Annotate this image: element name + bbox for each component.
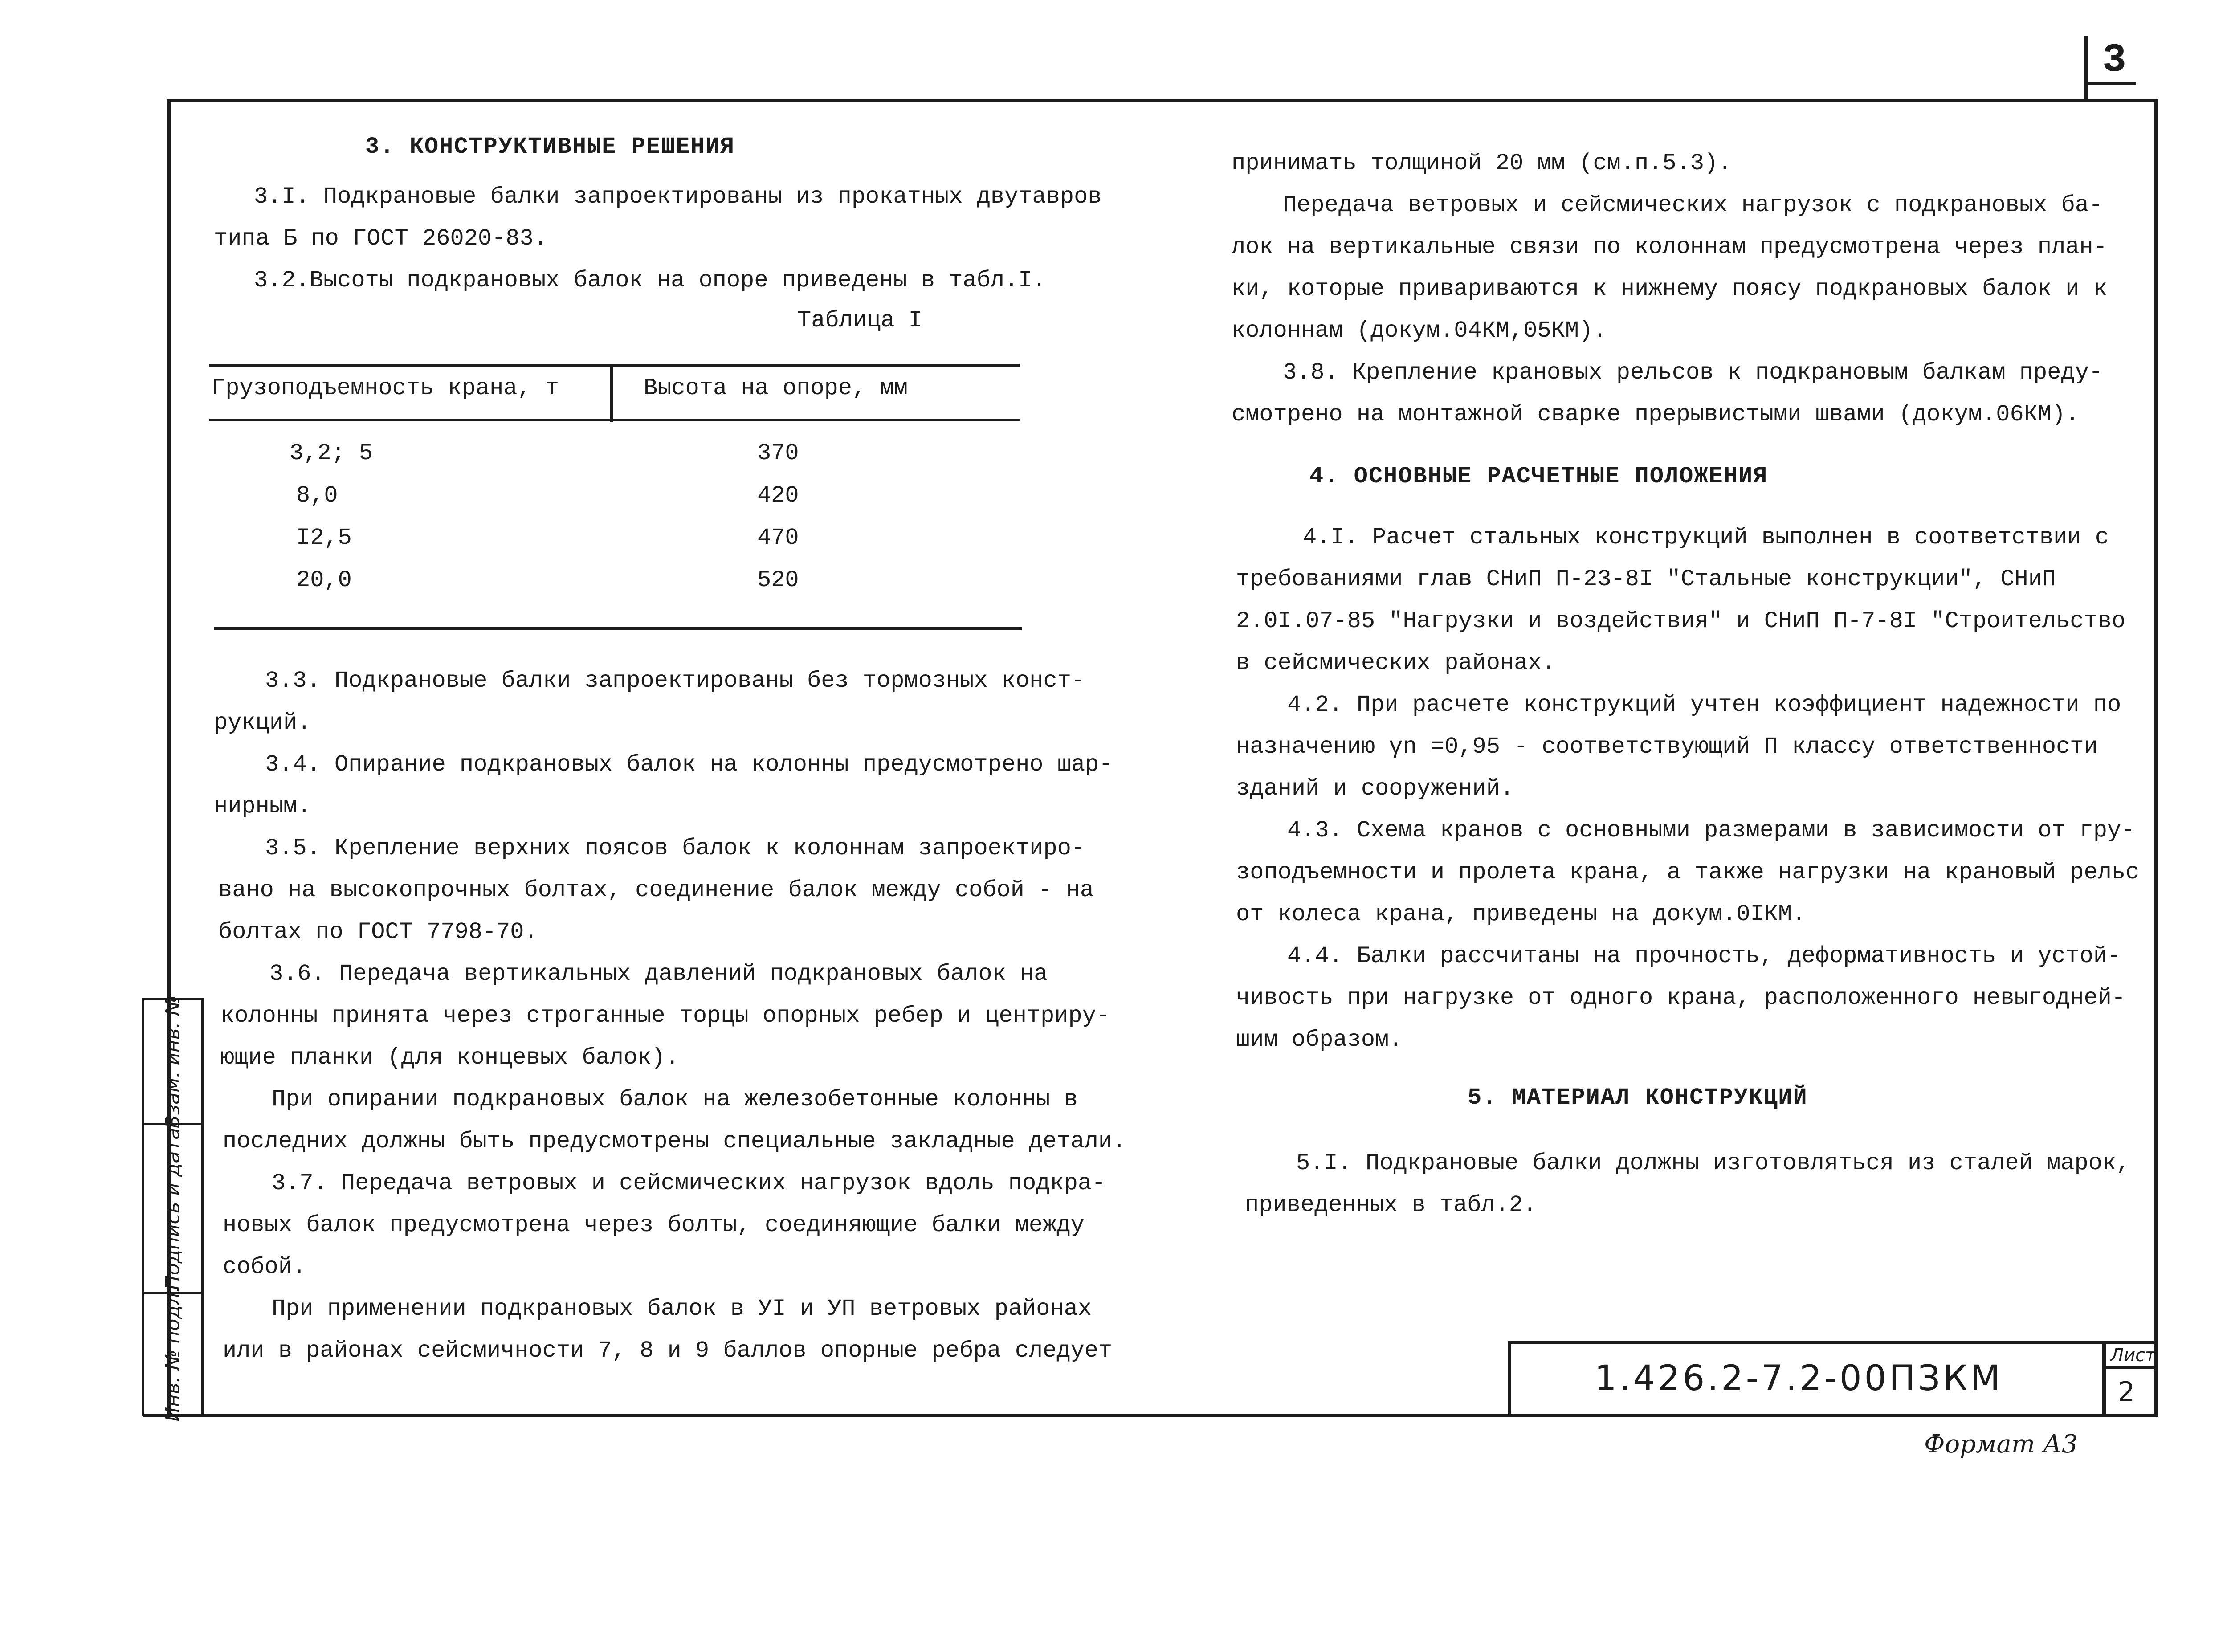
text-line: типа Б по ГОСТ 26020-83. bbox=[214, 225, 547, 252]
text-line: собой. bbox=[223, 1254, 306, 1280]
text-line: в сейсмических районах. bbox=[1236, 650, 1556, 676]
table-cell-height: 470 bbox=[757, 525, 799, 551]
table-row bbox=[290, 474, 869, 517]
text-line: приведенных в табл.2. bbox=[1245, 1192, 1537, 1218]
table-bottom-rule bbox=[214, 627, 1022, 630]
table-row bbox=[290, 559, 869, 601]
section-3-title: 3. КОНСТРУКТИВНЫЕ РЕШЕНИЯ bbox=[365, 134, 735, 160]
text-line: 3.4. Опирание подкрановых балок на колонны предусмотрено шар- bbox=[265, 751, 1113, 778]
table-cell-height: 420 bbox=[757, 482, 799, 509]
table-cell-height: 520 bbox=[757, 567, 799, 593]
text-line: последних должны быть предусмотрены специальные закладные детали. bbox=[223, 1128, 1126, 1154]
side-stamp-cell-replace bbox=[144, 995, 201, 1128]
text-line: зданий и сооружений. bbox=[1236, 775, 1514, 802]
text-line: 3.7. Передача ветровых и сейсмических нагрузок вдоль подкра- bbox=[272, 1170, 1106, 1196]
right-continued-text bbox=[1232, 143, 2107, 436]
text-line: рукций. bbox=[214, 710, 311, 736]
table-cell-capacity: 8,0 bbox=[296, 482, 338, 509]
table-row bbox=[290, 517, 869, 559]
text-line: При применении подкрановых балок в УI и УП ветровых районах bbox=[272, 1296, 1092, 1322]
text-line: 4.3. Схема кранов с основными размерами в зависимости от гру- bbox=[1287, 817, 2135, 844]
text-line: лок на вертикальные связи по колоннам предусмотрена через план- bbox=[1232, 234, 2107, 260]
table-header-height: Высота на опоре, мм bbox=[644, 375, 908, 401]
left-body-text bbox=[214, 660, 1126, 1372]
text-line: 3.6. Передача вертикальных давлений подкрановых балок на bbox=[269, 961, 1048, 987]
text-line: вано на высокопрочных болтах, соединение балок между собой - на bbox=[218, 877, 1094, 903]
table-body bbox=[290, 432, 869, 601]
frame-border-right bbox=[2154, 99, 2158, 1417]
table-top-rule bbox=[209, 364, 1020, 367]
section-4-text bbox=[1236, 517, 2139, 1061]
table-cell-capacity: I2,5 bbox=[296, 525, 352, 551]
text-line: 3.I. Подкрановые балки запроектированы из прокатных двутавров bbox=[254, 184, 1102, 210]
left-intro-text bbox=[214, 176, 1102, 302]
section-4-title: 4. ОСНОВНЫЕ РАСЧЕТНЫЕ ПОЛОЖЕНИЯ bbox=[1309, 463, 1768, 489]
text-line: колоннам (докум.04КМ,05КМ). bbox=[1232, 318, 1607, 344]
text-line: ющие планки (для концевых балок). bbox=[220, 1044, 679, 1071]
text-line: 3.8. Крепление крановых рельсов к подкрановым балкам преду- bbox=[1283, 359, 2103, 386]
text-line: назначению γn =0,95 - соответствующий П классу ответственности bbox=[1236, 734, 2098, 760]
text-line: 3.3. Подкрановые балки запроектированы без тормозных конст- bbox=[265, 668, 1085, 694]
table-row bbox=[290, 432, 869, 474]
frame-border-top bbox=[167, 99, 2158, 102]
sheet-label-rule bbox=[2106, 1366, 2158, 1369]
document-code: 1.426.2-7.2-00ПЗКМ bbox=[1595, 1358, 2003, 1399]
side-stamp-label: Инв. № подл. bbox=[161, 1286, 184, 1422]
side-stamp-label: Взам. инв. № bbox=[161, 995, 184, 1128]
text-line: 3.2.Высоты подкрановых балок на опоре приведены в табл.I. bbox=[254, 267, 1046, 294]
sheet-number: 3 bbox=[2102, 38, 2127, 83]
sheet-label: Лист bbox=[2110, 1345, 2156, 1366]
text-line: зоподъемности и пролета крана, а также нагрузки на крановый рельс bbox=[1236, 859, 2140, 885]
sheet-tab-divider bbox=[2084, 36, 2088, 100]
text-line: чивость при нагрузке от одного крана, расположенного невыгодней- bbox=[1236, 985, 2126, 1011]
side-stamp-cell-signature bbox=[144, 1125, 201, 1294]
text-line: смотрено на монтажной сварке прерывистыми швами (докум.06КМ). bbox=[1232, 401, 2080, 428]
text-line: При опирании подкрановых балок на железобетонные колонны в bbox=[272, 1086, 1078, 1113]
text-line: шим образом. bbox=[1236, 1027, 1403, 1053]
table-column-divider bbox=[610, 364, 613, 422]
text-line: новых балок предусмотрена через болты, соединяющие балки между bbox=[223, 1212, 1085, 1238]
text-line: 3.5. Крепление верхних поясов балок к колоннам запроектиро- bbox=[265, 835, 1085, 861]
table-cell-capacity: 3,2; 5 bbox=[290, 440, 373, 466]
text-line: 2.0I.07-85 "Нагрузки и воздействия" и СНиП П-7-8I "Строительство bbox=[1236, 608, 2126, 634]
text-line: от колеса крана, приведены на докум.0IКМ. bbox=[1236, 901, 1806, 927]
side-stamp-cell-inventory bbox=[144, 1286, 201, 1422]
text-line: 4.I. Расчет стальных конструкций выполнен в соответствии с bbox=[1303, 524, 2109, 551]
text-line: принимать толщиной 20 мм (см.п.5.3). bbox=[1232, 150, 1732, 176]
text-line: 5.I. Подкрановые балки должны изготовляться из сталей марок, bbox=[1296, 1150, 2130, 1176]
text-line: или в районах сейсмичности 7, 8 и 9 баллов опорные ребра следует bbox=[223, 1338, 1113, 1364]
text-line: требованиями глав СНиП П-23-8I "Стальные конструкции", СНиП bbox=[1236, 566, 2056, 592]
title-block-divider bbox=[2102, 1341, 2106, 1417]
table-header-capacity: Грузоподъемность крана, т bbox=[212, 375, 559, 401]
side-stamp bbox=[142, 995, 204, 1422]
table-cell-capacity: 20,0 bbox=[296, 567, 352, 593]
section-5-text bbox=[1245, 1142, 2130, 1226]
text-line: ки, которые привариваются к нижнему поясу подкрановых балок и к bbox=[1232, 276, 2107, 302]
text-line: 4.4. Балки рассчитаны на прочность, деформативность и устой- bbox=[1287, 943, 2121, 969]
text-line: болтах по ГОСТ 7798-70. bbox=[218, 919, 538, 945]
text-line: Передача ветровых и сейсмических нагрузок с подкрановых ба- bbox=[1283, 192, 2103, 218]
text-line: нирным. bbox=[214, 793, 311, 820]
text-line: 4.2. При расчете конструкций учтен коэффициент надежности по bbox=[1287, 692, 2121, 718]
side-stamp-label: Подпись и дата bbox=[161, 1127, 184, 1290]
text-line: колонны принята через строганные торцы опорных ребер и центриру- bbox=[220, 1003, 1110, 1029]
format-note: Формат А3 bbox=[1924, 1430, 2078, 1459]
table-caption: Таблица I bbox=[797, 307, 922, 334]
section-5-title: 5. МАТЕРИАЛ КОНСТРУКЦИЙ bbox=[1468, 1085, 1808, 1111]
table-header-rule bbox=[209, 419, 1020, 421]
table-cell-height: 370 bbox=[757, 440, 799, 466]
sheet-page-number: 2 bbox=[2118, 1376, 2135, 1407]
